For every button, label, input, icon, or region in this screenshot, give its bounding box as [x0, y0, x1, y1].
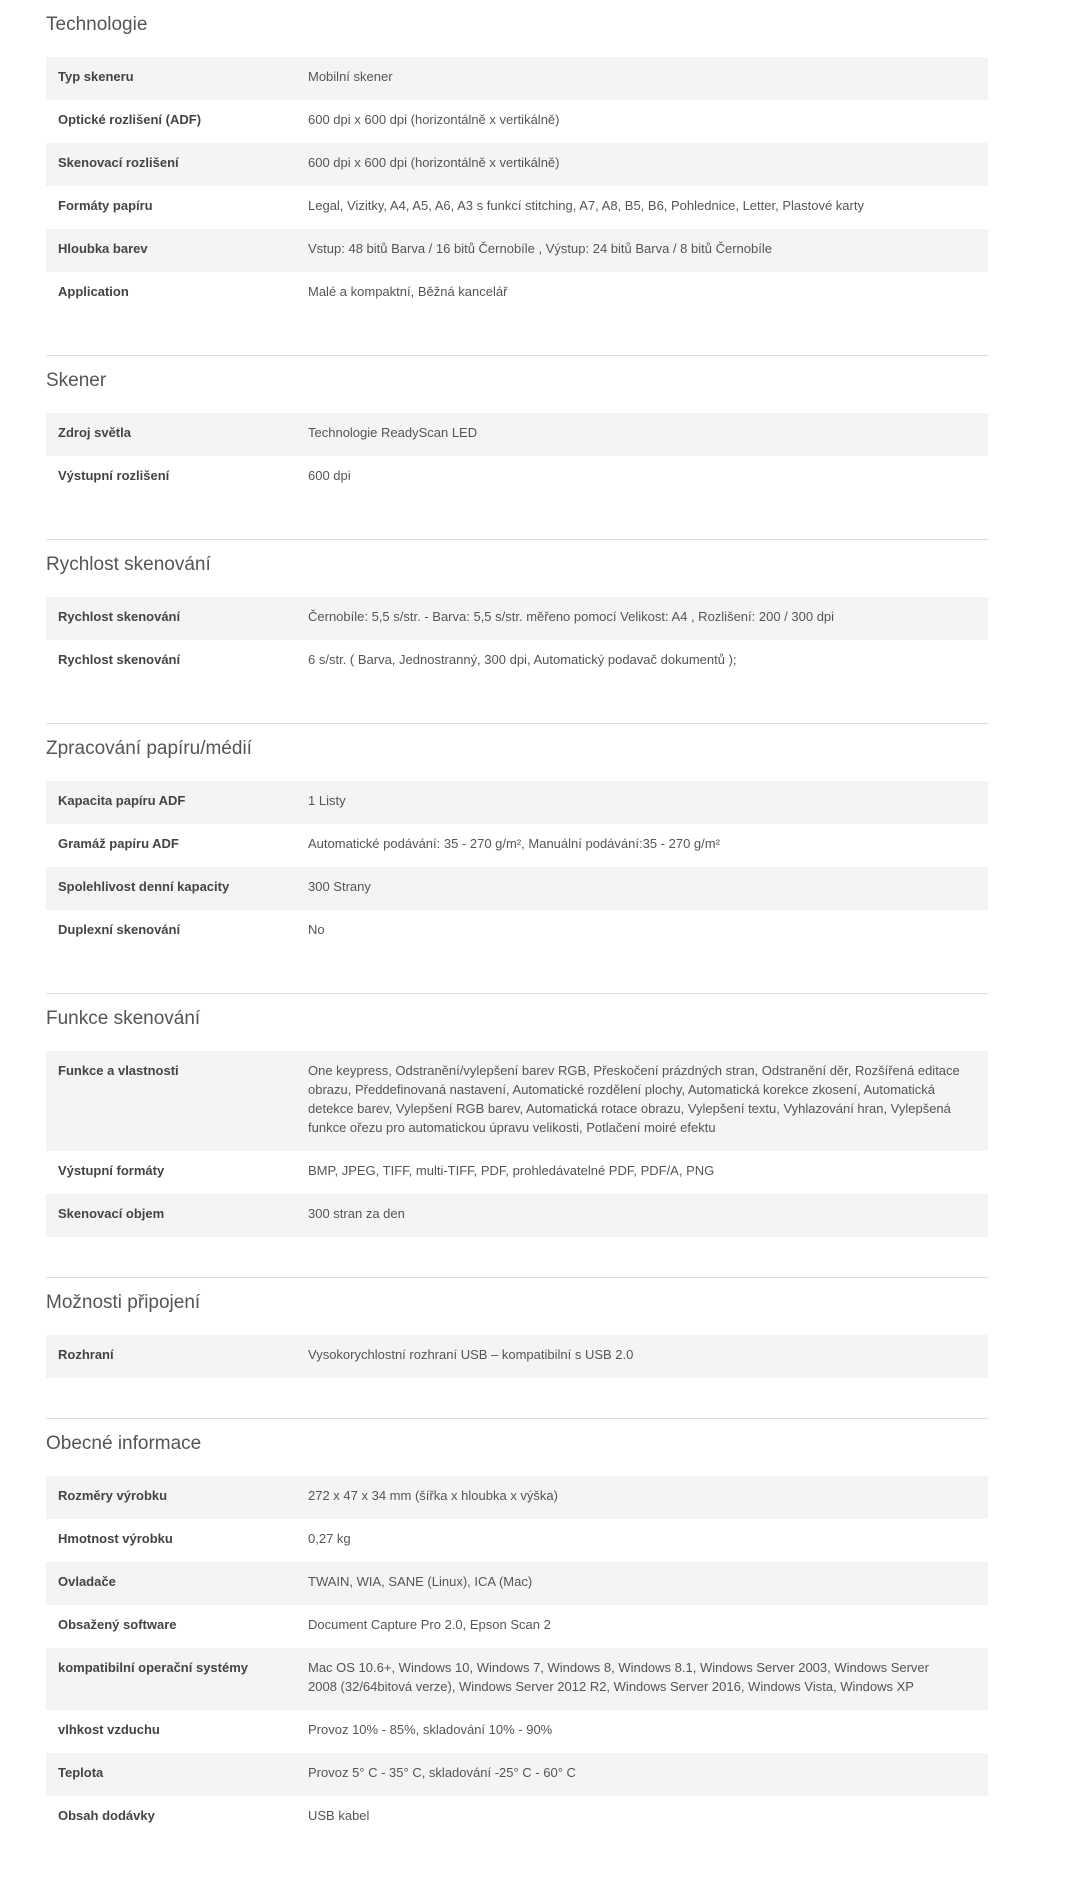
spec-label: Typ skeneru	[46, 57, 291, 100]
spec-value: 600 dpi x 600 dpi (horizontálně x vertikálně)	[308, 112, 560, 127]
spec-table	[46, 781, 988, 953]
spec-value: 300 Strany	[291, 867, 988, 910]
spec-label: Spolehlivost denní kapacity	[46, 867, 291, 910]
spec-table	[46, 1335, 988, 1378]
spec-table	[46, 413, 988, 499]
spec-label: Duplexní skenování	[58, 922, 181, 937]
section-title: Zpracování papíru/médií	[46, 738, 252, 759]
spec-row	[46, 143, 988, 186]
spec-label: Hmotnost výrobku	[58, 1531, 173, 1546]
spec-value: BMP, JPEG, TIFF, multi-TIFF, PDF, prohledávatelné PDF, PDF/A, PNG	[308, 1163, 715, 1178]
spec-value: Provoz 10% - 85%, skladování 10% - 90%	[308, 1722, 553, 1737]
spec-label: Funkce a vlastnosti	[46, 1051, 291, 1151]
section-technologie	[46, 0, 988, 355]
spec-value: 1 Listy	[291, 781, 988, 824]
spec-label: vlhkost vzduchu	[58, 1722, 160, 1737]
spec-row	[46, 1753, 988, 1796]
spec-label: Kapacita papíru ADF	[46, 781, 291, 824]
spec-label: Rychlost skenování	[58, 652, 181, 667]
spec-value: Vstup: 48 bitů Barva / 16 bitů Černobíle , Výstup: 24 bitů Barva / 8 bitů Černobíle	[291, 229, 988, 272]
section-title: Obecné informace	[46, 1433, 202, 1454]
spec-label: Formáty papíru	[58, 198, 153, 213]
section-skener	[46, 355, 988, 539]
spec-label: Teplota	[46, 1753, 291, 1796]
section-title: Rychlost skenování	[46, 554, 211, 575]
spec-label: Obsah dodávky	[58, 1808, 155, 1823]
spec-row	[46, 1476, 988, 1519]
spec-row	[46, 229, 988, 272]
spec-row	[46, 186, 988, 229]
spec-value: 600 dpi x 600 dpi (horizontálně x vertikálně)	[291, 143, 988, 186]
spec-value: 6 s/str. ( Barva, Jednostranný, 300 dpi, Automatický podavač dokumentů );	[308, 652, 737, 667]
spec-row	[46, 1796, 988, 1839]
spec-row	[46, 1519, 988, 1562]
spec-row	[46, 1194, 988, 1237]
spec-row	[46, 1335, 988, 1378]
spec-label: Ovladače	[46, 1562, 291, 1605]
spec-value: TWAIN, WIA, SANE (Linux), ICA (Mac)	[291, 1562, 988, 1605]
section-zpracovani-papiru	[46, 723, 988, 993]
spec-value: Document Capture Pro 2.0, Epson Scan 2	[308, 1617, 551, 1632]
spec-value: Technologie ReadyScan LED	[291, 413, 988, 456]
spec-table	[46, 57, 988, 315]
spec-label: Skenovací rozlišení	[46, 143, 291, 186]
spec-row	[46, 1605, 988, 1648]
specifications-page	[46, 0, 988, 1839]
spec-value: Mobilní skener	[291, 57, 988, 100]
spec-row	[46, 456, 988, 499]
spec-label: Rozhraní	[46, 1335, 291, 1378]
section-obecne-informace	[46, 1418, 988, 1839]
spec-value: Černobíle: 5,5 s/str. - Barva: 5,5 s/str. měřeno pomocí Velikost: A4 , Rozlišení: 200 / 300 dpi	[291, 597, 988, 640]
spec-row	[46, 1151, 988, 1194]
spec-value: USB kabel	[308, 1808, 370, 1823]
spec-row	[46, 413, 988, 456]
spec-value: One keypress, Odstranění/vylepšení barev RGB, Přeskočení prázdných stran, Odstranění děr, Rozšířená editace obrazu, Předdefinovaná nastavení, Automatické rozdělení plochy, Automatická korekce zkosení, Automatická detekce barev, Vylepšení RGB barev, Automatická rotace obrazu, Vylepšení textu, Vyhlazování hran, Vylepšená funkce ořezu pro automatickou úpravu velikosti, Potlačení moiré efektu	[291, 1051, 988, 1151]
section-moznosti-pripojeni	[46, 1277, 988, 1418]
spec-label: kompatibilní operační systémy	[46, 1648, 291, 1710]
spec-row	[46, 867, 988, 910]
spec-row	[46, 100, 988, 143]
section-title: Technologie	[46, 14, 148, 35]
spec-label: Výstupní rozlišení	[58, 468, 170, 483]
section-title: Možnosti připojení	[46, 1292, 201, 1313]
section-funkce-skenovani	[46, 993, 988, 1277]
section-title: Skener	[46, 370, 107, 391]
spec-value: Vysokorychlostní rozhraní USB – kompatibilní s USB 2.0	[291, 1335, 988, 1378]
spec-label: Obsažený software	[58, 1617, 177, 1632]
spec-label: Zdroj světla	[46, 413, 291, 456]
spec-row	[46, 1051, 988, 1151]
spec-label: Výstupní formáty	[58, 1163, 165, 1178]
spec-value: 300 stran za den	[291, 1194, 988, 1237]
spec-label: Gramáž papíru ADF	[58, 836, 179, 851]
spec-label: Rychlost skenování	[46, 597, 291, 640]
spec-label: Application	[58, 284, 129, 299]
spec-value: Legal, Vizitky, A4, A5, A6, A3 s funkcí stitching, A7, A8, B5, B6, Pohlednice, Letter, Plastové karty	[308, 198, 864, 213]
spec-table	[46, 1051, 988, 1237]
spec-row	[46, 824, 988, 867]
spec-row	[46, 1710, 988, 1753]
spec-value: Automatické podávání: 35 - 270 g/m², Manuální podávání:35 - 270 g/m²	[308, 836, 720, 851]
spec-row	[46, 1648, 988, 1710]
spec-row	[46, 597, 988, 640]
spec-row	[46, 1562, 988, 1605]
spec-row	[46, 910, 988, 953]
spec-label: Skenovací objem	[46, 1194, 291, 1237]
spec-value: No	[308, 922, 325, 937]
spec-row	[46, 57, 988, 100]
spec-label: Rozměry výrobku	[46, 1476, 291, 1519]
spec-row	[46, 781, 988, 824]
spec-value: 0,27 kg	[308, 1531, 351, 1546]
spec-table	[46, 597, 988, 683]
spec-table	[46, 1476, 988, 1839]
spec-value: Mac OS 10.6+, Windows 10, Windows 7, Windows 8, Windows 8.1, Windows Server 2003, Windows Server 2008 (32/64bitová verze), Windows Server 2012 R2, Windows Server 2016, Windows Vista, Windows XP	[291, 1648, 988, 1710]
section-title: Funkce skenování	[46, 1008, 201, 1029]
spec-value: 600 dpi	[308, 468, 351, 483]
spec-label: Hloubka barev	[46, 229, 291, 272]
spec-value: Provoz 5° C - 35° C, skladování -25° C - 60° C	[291, 1753, 988, 1796]
spec-row	[46, 272, 988, 315]
spec-label: Optické rozlišení (ADF)	[58, 112, 202, 127]
spec-value: 272 x 47 x 34 mm (šířka x hloubka x výška)	[291, 1476, 988, 1519]
spec-value: Malé a kompaktní, Běžná kancelář	[308, 284, 508, 299]
section-rychlost-skenovani	[46, 539, 988, 723]
spec-row	[46, 640, 988, 683]
